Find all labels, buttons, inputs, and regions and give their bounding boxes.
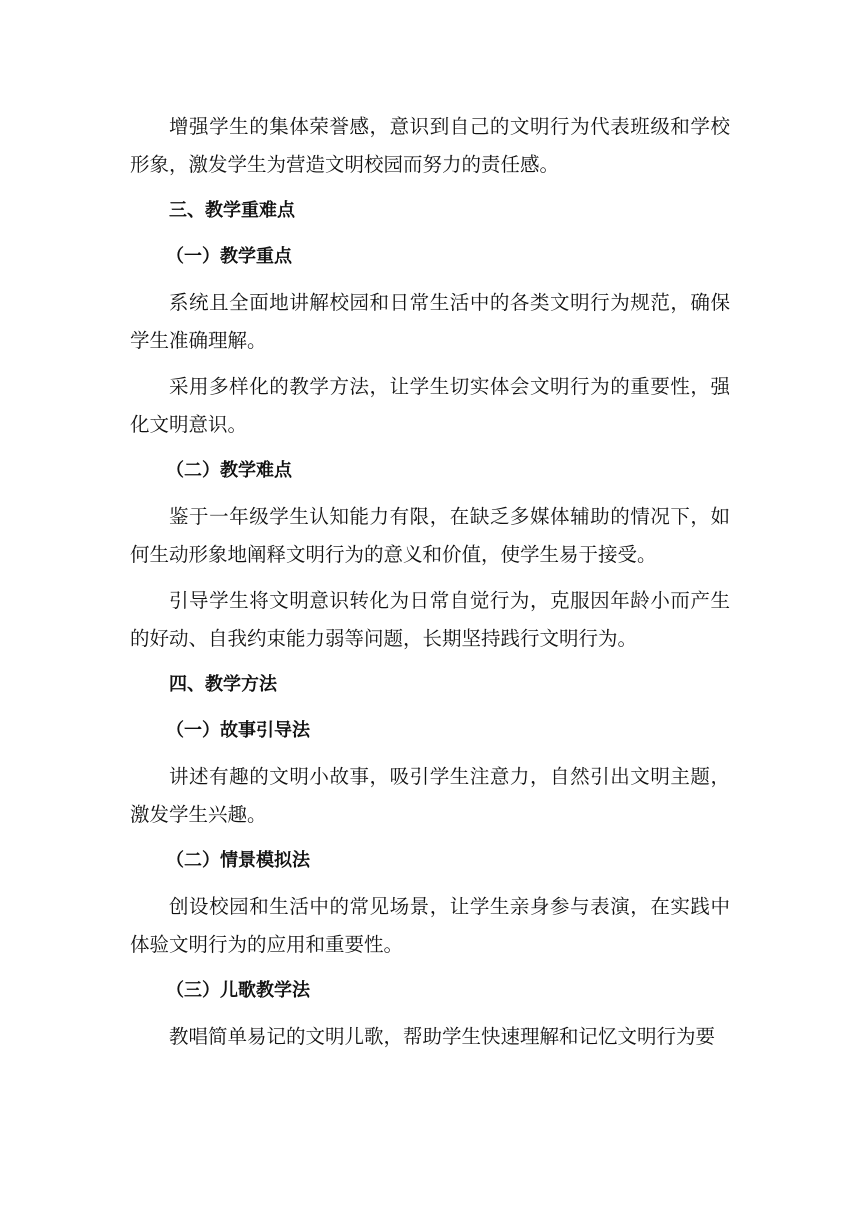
subheading-scenario-method: （二）情景模拟法 [166,850,310,871]
subheading-story-method: （一）故事引导法 [166,720,310,741]
subheading-nursery-rhyme-method: （三）儿歌教学法 [166,980,310,1001]
document-page [130,108,730,1064]
paragraph-collective-honor: 增强学生的集体荣誉感，意识到自己的文明行为代表班级和学校形象，激发学生为营造文明校园而努力的责任感。 [130,115,730,176]
paragraph-story-method: 讲述有趣的文明小故事，吸引学生注意力，自然引出文明主题，激发学生兴趣。 [130,765,730,826]
paragraph-explain-norms: 系统且全面地讲解校园和日常生活中的各类文明行为规范，确保学生准确理解。 [130,291,730,352]
subheading-difficult-points: （二）教学难点 [166,460,292,481]
heading-key-difficult-points: 三、教学重难点 [169,200,295,221]
paragraph-diverse-methods: 采用多样化的教学方法，让学生切实体会文明行为的重要性，强化文明意识。 [130,375,730,436]
paragraph-self-discipline: 引导学生将文明意识转化为日常自觉行为，克服因年龄小而产生的好动、自我约束能力弱等问题，长期坚持践行文明行为。 [130,589,730,650]
paragraph-cognitive-limits: 鉴于一年级学生认知能力有限，在缺乏多媒体辅助的情况下，如何生动形象地阐释文明行为的意义和价值，使学生易于接受。 [130,505,730,566]
paragraph-nursery-rhyme-method: 教唱简单易记的文明儿歌，帮助学生快速理解和记忆文明行为要 [169,1025,716,1048]
heading-teaching-methods: 四、教学方法 [169,674,277,695]
subheading-key-points: （一）教学重点 [166,246,292,267]
paragraph-scenario-method: 创设校园和生活中的常见场景，让学生亲身参与表演，在实践中体验文明行为的应用和重要性。 [130,895,730,956]
